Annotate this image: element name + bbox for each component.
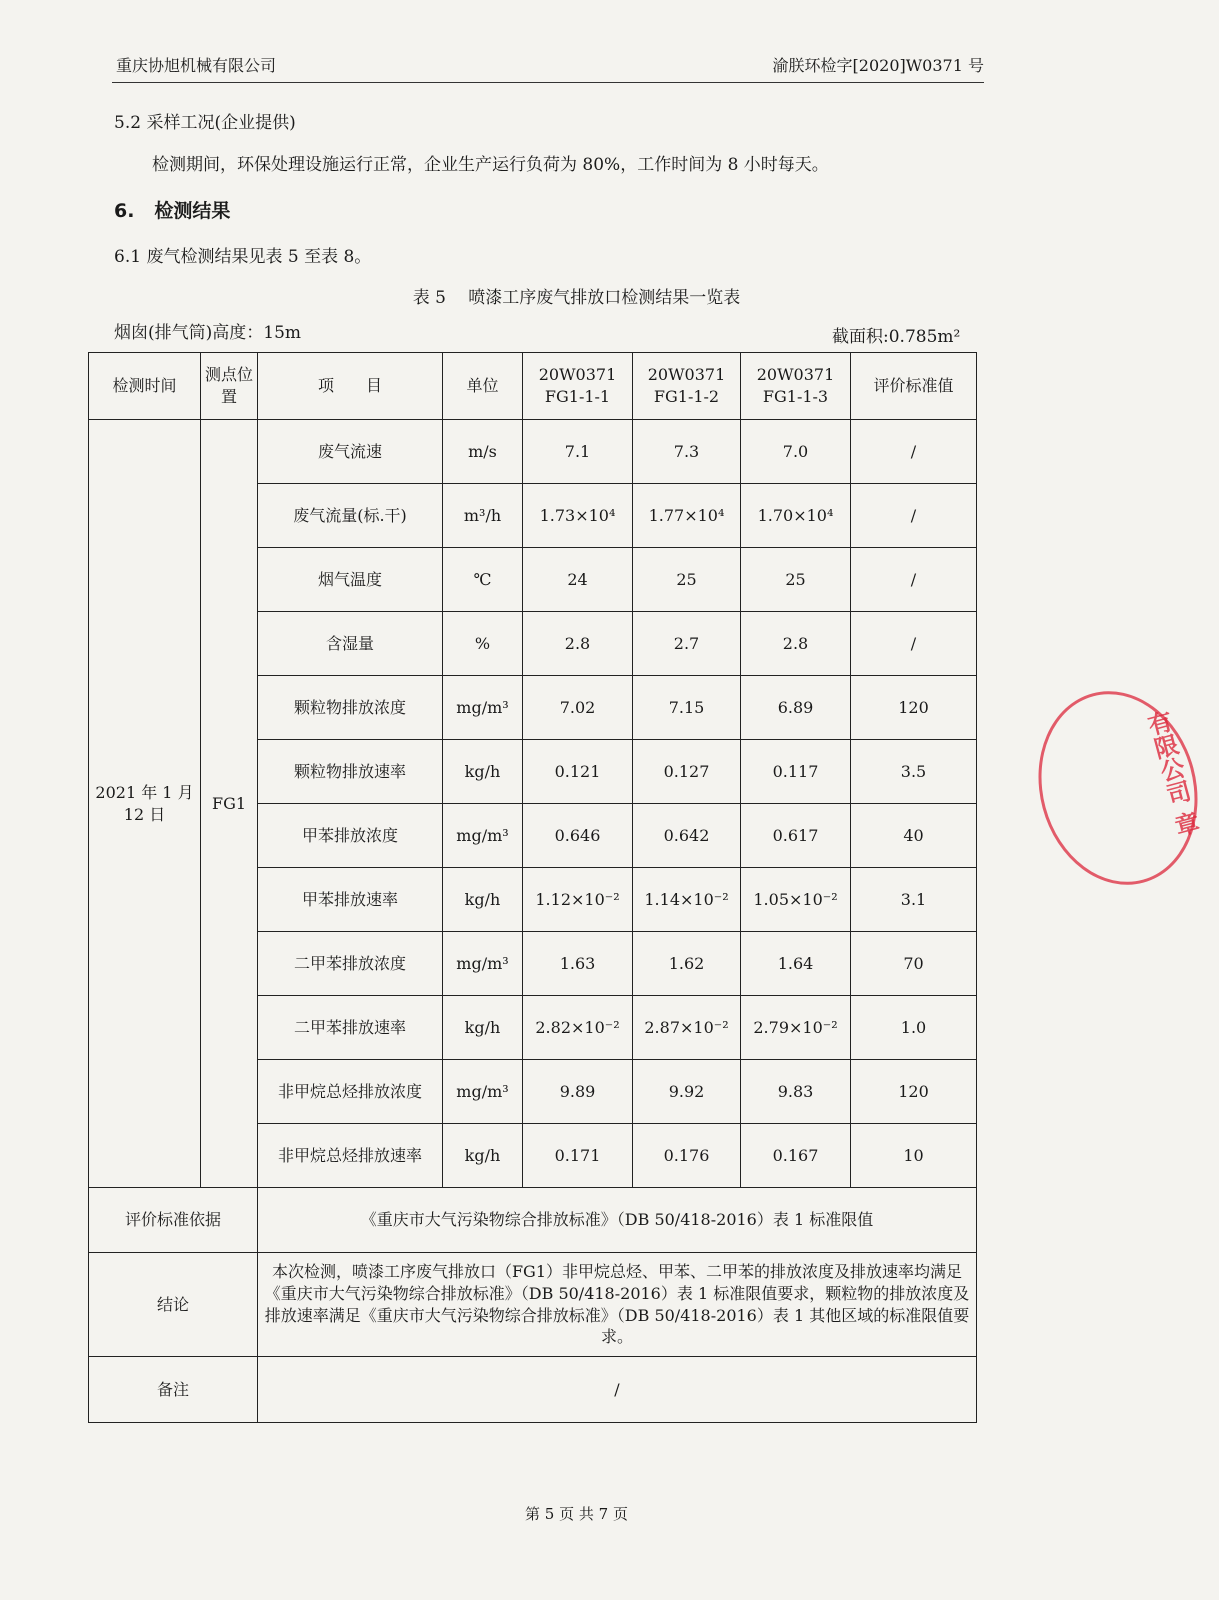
value-cell: 0.617	[741, 804, 851, 868]
item-cell: 甲苯排放速率	[258, 868, 443, 932]
header-sample-1: 20W0371 FG1-1-1	[523, 353, 633, 420]
item-cell: 甲苯排放浓度	[258, 804, 443, 868]
stack-height: 烟囱(排气筒)高度：15m	[114, 323, 302, 343]
section-5-2-title: 5.2 采样工况(企业提供)	[114, 113, 296, 133]
value-cell: 24	[523, 548, 633, 612]
value-cell: 0.171	[523, 1124, 633, 1188]
sampling-date: 2021 年 1 月 12 日	[89, 420, 201, 1188]
value-cell: 1.14×10⁻²	[633, 868, 741, 932]
section-6-1-text: 6.1 废气检测结果见表 5 至表 8。	[114, 247, 372, 267]
value-cell: 7.02	[523, 676, 633, 740]
unit-cell: kg/h	[443, 868, 523, 932]
value-cell: 1.62	[633, 932, 741, 996]
basis-label: 评价标准依据	[89, 1188, 258, 1253]
remark-row	[89, 1357, 977, 1423]
item-cell: 二甲苯排放浓度	[258, 932, 443, 996]
section-5-2-body: 检测期间，环保处理设施运行正常，企业生产运行负荷为 80%，工作时间为 8 小时每天。	[152, 155, 829, 175]
unit-cell: ℃	[443, 548, 523, 612]
value-cell: 0.117	[741, 740, 851, 804]
unit-cell: mg/m³	[443, 932, 523, 996]
value-cell: 1.63	[523, 932, 633, 996]
item-cell: 废气流量(标.干)	[258, 484, 443, 548]
section-6-heading	[114, 196, 230, 223]
value-cell: 1.77×10⁴	[633, 484, 741, 548]
value-cell: 2.82×10⁻²	[523, 996, 633, 1060]
item-cell: 颗粒物排放浓度	[258, 676, 443, 740]
header-time: 检测时间	[89, 353, 201, 420]
header-standard: 评价标准值	[851, 353, 977, 420]
section-6-title: 检测结果	[154, 200, 231, 222]
standard-cell: 40	[851, 804, 977, 868]
unit-cell: mg/m³	[443, 1060, 523, 1124]
value-cell: 0.127	[633, 740, 741, 804]
value-cell: 7.0	[741, 420, 851, 484]
item-cell: 二甲苯排放速率	[258, 996, 443, 1060]
unit-cell: kg/h	[443, 1124, 523, 1188]
standard-cell: /	[851, 420, 977, 484]
conclusion-value: 本次检测，喷漆工序废气排放口（FG1）非甲烷总烃、甲苯、二甲苯的排放浓度及排放速率均满足《重庆市大气污染物综合排放标准》（DB 50/418-2016）表 1 标准限值要求，颗粒物的排放浓度及排放速率满足《重庆市大气污染物综合排放标准》（DB 50/418-2016）表 1 其他区域的标准限值要求。	[258, 1253, 977, 1357]
results-table	[88, 352, 977, 1423]
value-cell: 9.83	[741, 1060, 851, 1124]
value-cell: 1.12×10⁻²	[523, 868, 633, 932]
standard-cell: 120	[851, 1060, 977, 1124]
page-header	[112, 52, 984, 83]
basis-value: 《重庆市大气污染物综合排放标准》（DB 50/418-2016）表 1 标准限值	[258, 1188, 977, 1253]
standard-cell: /	[851, 548, 977, 612]
remark-label: 备注	[89, 1357, 258, 1423]
header-sample-2: 20W0371 FG1-1-2	[633, 353, 741, 420]
value-cell: 7.1	[523, 420, 633, 484]
section-6-number: 6.	[114, 200, 135, 222]
unit-cell: mg/m³	[443, 804, 523, 868]
remark-value: /	[258, 1357, 977, 1423]
unit-cell: m³/h	[443, 484, 523, 548]
value-cell: 1.64	[741, 932, 851, 996]
value-cell: 1.05×10⁻²	[741, 868, 851, 932]
value-cell: 0.646	[523, 804, 633, 868]
header-point: 测点位置	[201, 353, 258, 420]
value-cell: 6.89	[741, 676, 851, 740]
standard-cell: 120	[851, 676, 977, 740]
header-item: 项 目	[258, 353, 443, 420]
value-cell: 7.3	[633, 420, 741, 484]
table-header-row	[89, 353, 977, 420]
company-seal-stamp: 有限公司 章	[1017, 673, 1218, 903]
value-cell: 2.87×10⁻²	[633, 996, 741, 1060]
company-name: 重庆协旭机械有限公司	[116, 56, 277, 75]
page-footer: 第 5 页 共 7 页	[525, 1505, 628, 1523]
section-area: 截面积:0.785m²	[832, 327, 961, 347]
value-cell: 2.79×10⁻²	[741, 996, 851, 1060]
unit-cell: mg/m³	[443, 676, 523, 740]
value-cell: 7.15	[633, 676, 741, 740]
item-cell: 废气流速	[258, 420, 443, 484]
standard-cell: 3.1	[851, 868, 977, 932]
basis-row	[89, 1188, 977, 1253]
value-cell: 9.89	[523, 1060, 633, 1124]
conclusion-row	[89, 1253, 977, 1357]
value-cell: 1.73×10⁴	[523, 484, 633, 548]
value-cell: 2.8	[523, 612, 633, 676]
unit-cell: m/s	[443, 420, 523, 484]
value-cell: 0.642	[633, 804, 741, 868]
value-cell: 9.92	[633, 1060, 741, 1124]
item-cell: 非甲烷总烃排放速率	[258, 1124, 443, 1188]
standard-cell: 70	[851, 932, 977, 996]
item-cell: 烟气温度	[258, 548, 443, 612]
conclusion-label: 结论	[89, 1253, 258, 1357]
value-cell: 2.7	[633, 612, 741, 676]
standard-cell: 3.5	[851, 740, 977, 804]
item-cell: 颗粒物排放速率	[258, 740, 443, 804]
value-cell: 0.176	[633, 1124, 741, 1188]
value-cell: 0.121	[523, 740, 633, 804]
report-number: 渝朕环检字[2020]W0371 号	[772, 56, 984, 75]
unit-cell: kg/h	[443, 996, 523, 1060]
value-cell: 2.8	[741, 612, 851, 676]
standard-cell: /	[851, 612, 977, 676]
table-caption: 表 5 喷漆工序废气排放口检测结果一览表	[412, 288, 741, 308]
value-cell: 1.70×10⁴	[741, 484, 851, 548]
header-sample-3: 20W0371 FG1-1-3	[741, 353, 851, 420]
sampling-point: FG1	[201, 420, 258, 1188]
standard-cell: 1.0	[851, 996, 977, 1060]
table-row	[89, 420, 977, 484]
unit-cell: kg/h	[443, 740, 523, 804]
value-cell: 0.167	[741, 1124, 851, 1188]
standard-cell: /	[851, 484, 977, 548]
value-cell: 25	[633, 548, 741, 612]
header-unit: 单位	[443, 353, 523, 420]
value-cell: 25	[741, 548, 851, 612]
item-cell: 非甲烷总烃排放浓度	[258, 1060, 443, 1124]
item-cell: 含湿量	[258, 612, 443, 676]
unit-cell: %	[443, 612, 523, 676]
standard-cell: 10	[851, 1124, 977, 1188]
